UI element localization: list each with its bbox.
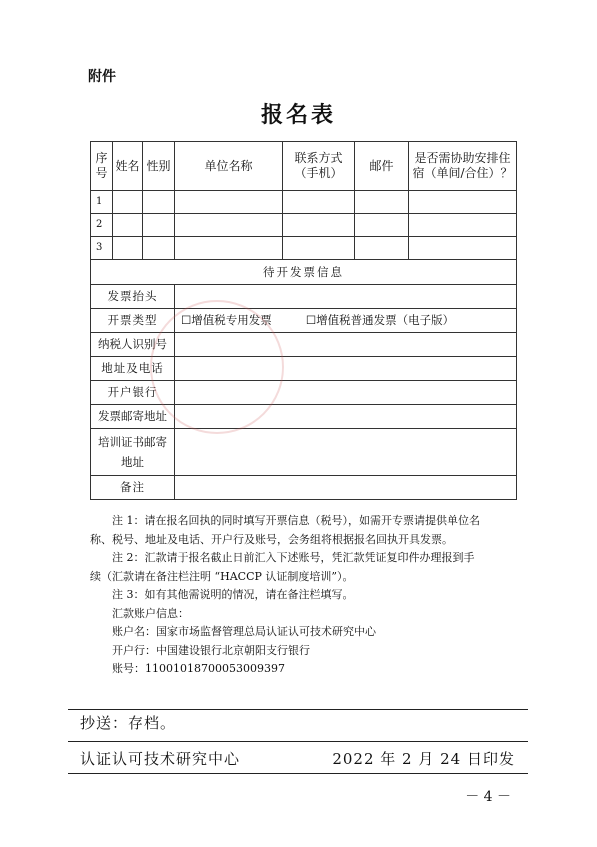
taxpayer-id-value[interactable] xyxy=(175,333,517,357)
invoice-type-label: 开票类型 xyxy=(91,309,175,333)
cert-mail-label-line1: 培训证书邮寄 xyxy=(98,434,167,449)
accommodation-cell[interactable] xyxy=(409,191,517,214)
form-title: 报名表 xyxy=(260,102,336,128)
cert-mail-value[interactable] xyxy=(175,429,517,476)
gender-cell[interactable] xyxy=(143,237,175,260)
table-row xyxy=(91,214,517,237)
remarks-row xyxy=(91,476,517,500)
taxpayer-id-row xyxy=(91,333,517,357)
divider-bottom xyxy=(68,773,528,774)
gender-cell[interactable] xyxy=(143,214,175,237)
name-cell[interactable] xyxy=(113,237,143,260)
invoice-type-row xyxy=(91,309,517,333)
invoice-header-value[interactable] xyxy=(175,285,517,309)
cert-mail-label xyxy=(91,429,175,476)
notes-block xyxy=(90,512,520,679)
invoice-section-row xyxy=(91,260,517,285)
page-number: － 4 － xyxy=(465,789,511,805)
header-name: 姓名 xyxy=(113,142,143,191)
account-number: 账号：11001018700053009397 xyxy=(112,662,285,675)
company-cell[interactable] xyxy=(175,214,283,237)
bank-label: 开户银行 xyxy=(91,381,175,405)
header-gender: 性别 xyxy=(143,142,175,191)
note3: 注 3：如有其他需说明的情况，请在备注栏填写。 xyxy=(112,588,354,601)
divider-top xyxy=(68,709,528,710)
accommodation-cell[interactable] xyxy=(409,214,517,237)
email-cell[interactable] xyxy=(355,214,409,237)
address-phone-row xyxy=(91,357,517,381)
header-company: 单位名称 xyxy=(175,142,283,191)
registration-table xyxy=(90,141,517,500)
remarks-label: 备注 xyxy=(91,476,175,500)
invoice-mail-value[interactable] xyxy=(175,405,517,429)
note2-line2: 续（汇款请在备注栏注明 “HACCP 认证制度培训”）。 xyxy=(90,569,354,583)
company-cell[interactable] xyxy=(175,237,283,260)
issuer: 认证认可技术研究中心 xyxy=(80,750,241,768)
header-contact: 联系方式（手机） xyxy=(283,142,355,191)
table-row xyxy=(91,191,517,214)
header-accommodation: 是否需协助安排住宿（单间/合住）？ xyxy=(409,142,517,191)
attachment-label: 附件 xyxy=(88,69,116,85)
address-phone-value[interactable] xyxy=(175,357,517,381)
contact-cell[interactable] xyxy=(283,237,355,260)
contact-cell[interactable] xyxy=(283,191,355,214)
company-cell[interactable] xyxy=(175,191,283,214)
accommodation-cell[interactable] xyxy=(409,237,517,260)
gender-cell[interactable] xyxy=(143,191,175,214)
general-invoice-checkbox[interactable]: ☐增值税普通发票（电子版） xyxy=(305,313,455,328)
account-name: 账户名：国家市场监督管理总局认证认可技术研究中心 xyxy=(112,625,376,638)
invoice-header-row xyxy=(91,285,517,309)
bank-value[interactable] xyxy=(175,381,517,405)
special-invoice-checkbox[interactable]: ☐增值税专用发票 xyxy=(181,313,272,328)
divider-middle xyxy=(68,741,528,742)
header-row xyxy=(91,142,517,191)
bank-row xyxy=(91,381,517,405)
account-title: 汇款账户信息： xyxy=(112,606,189,620)
contact-cell[interactable] xyxy=(283,214,355,237)
address-phone-label: 地址及电话 xyxy=(91,357,175,381)
header-seq: 序号 xyxy=(91,142,113,191)
invoice-mail-row xyxy=(91,405,517,429)
note1-line2: 称、税号、地址及电话、开户行及账号，会务组将根据报名回执开具发票。 xyxy=(90,532,453,546)
email-cell[interactable] xyxy=(355,237,409,260)
issue-date: 2022 年 2 月 24 日印发 xyxy=(332,750,515,768)
name-cell[interactable] xyxy=(113,214,143,237)
invoice-type-options xyxy=(175,309,517,333)
note1-line1: 注 1：请在报名回执的同时填写开票信息（税号），如需开专票请提供单位名 xyxy=(112,514,480,527)
cert-mail-row xyxy=(91,429,517,476)
header-email: 邮件 xyxy=(355,142,409,191)
remarks-value[interactable] xyxy=(175,476,517,500)
row-number: 1 xyxy=(91,191,113,214)
invoice-section-title: 待开发票信息 xyxy=(91,260,517,285)
invoice-header-label: 发票抬头 xyxy=(91,285,175,309)
name-cell[interactable] xyxy=(113,191,143,214)
invoice-mail-label: 发票邮寄地址 xyxy=(91,405,175,429)
row-number: 3 xyxy=(91,237,113,260)
table-row xyxy=(91,237,517,260)
cc-line: 抄送：存档。 xyxy=(80,714,177,732)
note2-line1: 注 2：汇款请于报名截止日前汇入下述账号，凭汇款凭证复印件办理报到手 xyxy=(112,551,475,564)
cert-mail-label-line2: 地址 xyxy=(121,455,144,469)
row-number: 2 xyxy=(91,214,113,237)
email-cell[interactable] xyxy=(355,191,409,214)
account-bank: 开户行：中国建设银行北京朝阳支行银行 xyxy=(112,643,310,657)
taxpayer-id-label: 纳税人识别号 xyxy=(91,333,175,357)
